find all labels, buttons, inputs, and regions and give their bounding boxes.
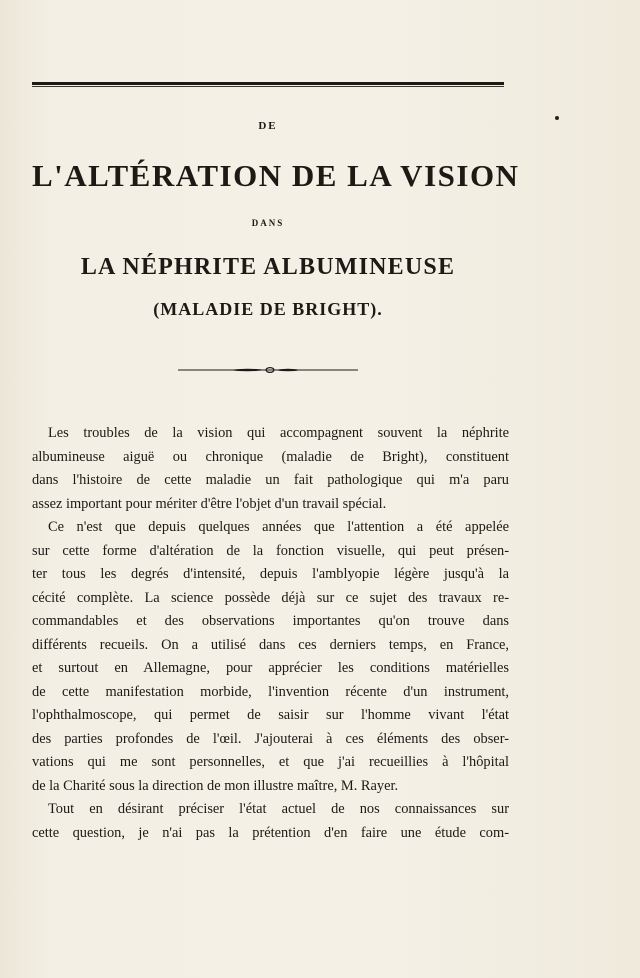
text-line: de la Charité sous la direction de mon illustre maître, M. Rayer. [32, 777, 399, 794]
text-line: Ce n'est que depuis quelques années que l'attention a été appelée [48, 519, 509, 535]
text-line: l'ophthalmoscope, qui permet de saisir sur l'homme vivant l'état [32, 707, 509, 723]
text-line: ter tous les degrés d'intensité, depuis l'amblyopie légère jusqu'à la [32, 566, 509, 582]
title-line-1: L'ALTÉRATION DE LA VISION [32, 158, 520, 193]
text-line: différents recueils. On a utilisé dans ces derniers temps, en France, [32, 636, 509, 653]
text-line: des parties profondes de l'œil. J'ajouterai à ces éléments des obser- [32, 730, 509, 747]
top-double-rule [32, 82, 504, 87]
title-line-3: (MALADIE DE BRIGHT). [153, 299, 383, 319]
text-line: Tout en désirant préciser l'état actuel de nos connaissances sur [48, 801, 509, 817]
title-line-2: LA NÉPHRITE ALBUMINEUSE [80, 254, 456, 280]
text-line: de cette manifestation morbide, l'invention récente d'un instrument, [32, 683, 509, 700]
text-line: sur cette forme d'altération de la fonction visuelle, qui peut présen- [32, 542, 509, 559]
ink-speck [555, 116, 559, 120]
top-rule-thin [32, 86, 504, 87]
title-connector-dans: DANS [251, 218, 285, 228]
body-text [32, 422, 509, 845]
text-line: cette question, je n'ai pas la prétention d'en faire une étude com- [32, 824, 509, 841]
text-line: albumineuse aiguë ou chronique (maladie de Bright), constituent [32, 448, 509, 465]
ornamental-divider [178, 366, 358, 374]
text-line: dans l'histoire de cette maladie un fait pathologique qui m'a paru [32, 472, 509, 488]
text-line: Les troubles de la vision qui accompagnent souvent la néphrite [48, 425, 509, 441]
text-line: commandables et des observations importantes qu'on trouve dans [32, 613, 509, 629]
text-line: vations qui me sont personnelles, et que j'ai recueillies à l'hôpital [32, 754, 509, 770]
text-line: cécité complète. La science possède déjà sur ce sujet des travaux re- [32, 589, 509, 606]
title-prefix-de: DE [258, 120, 278, 132]
text-line: et surtout en Allemagne, pour apprécier les conditions matérielles [32, 660, 509, 676]
top-rule-thick [32, 82, 504, 85]
text-line: assez important pour mériter d'être l'objet d'un travail spécial. [32, 495, 387, 512]
